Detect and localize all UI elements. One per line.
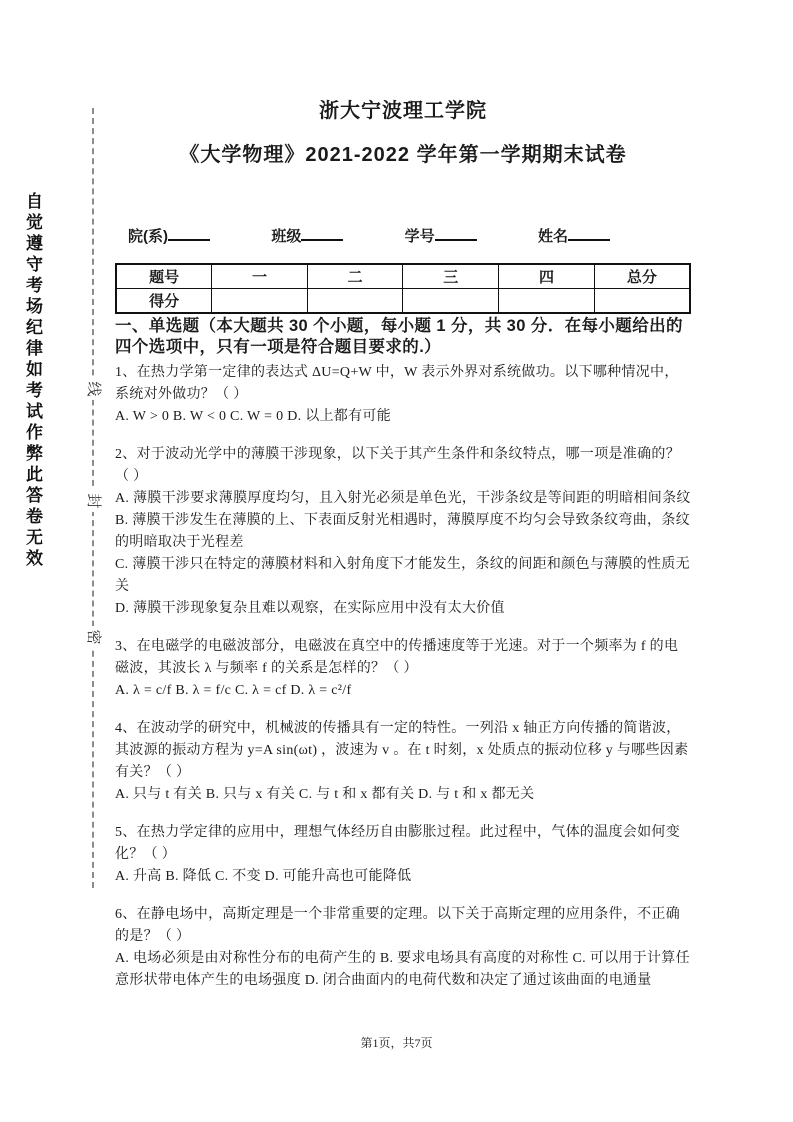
field-class-blank [301,224,343,241]
field-department [128,224,210,248]
score-header-cell: 二 [307,264,403,289]
question-2-stem: 2、对于波动光学中的薄膜干涉现象，以下关于其产生条件和条纹特点，哪一项是准确的？（ ） [115,447,680,484]
seal-char-feng: 封 [82,490,104,512]
field-name [538,224,610,248]
field-class-label: 班级 [271,228,302,245]
question-6-stem: 6、在静电场中，高斯定理是一个非常重要的定理。以下关于高斯定理的应用条件，不正确的是？（ ） [115,907,680,944]
question-1 [115,362,691,428]
score-table-header-row [116,264,690,289]
field-department-blank [168,224,210,241]
field-department-label: 院(系) [128,228,168,245]
field-student-id [405,224,477,248]
question-2-option-c: C. 薄膜干涉只在特定的薄膜材料和入射角度下才能发生，条纹的间距和颜色与薄膜的性质无关 [115,557,690,594]
field-student-id-label: 学号 [404,228,435,245]
score-header-cell: 总分 [594,264,690,289]
question-5-stem: 5、在热力学定律的应用中，理想气体经历自由膨胀过程。此过程中，气体的温度会如何变化？（ ） [115,825,680,862]
section-heading: 一、单选题（本大题共 30 个小题，每小题 1 分，共 30 分．在每小题给出的四个选项中，只有一项是符合题目要求的.） [115,317,683,356]
question-3-options: A. λ = c/f B. λ = f/c C. λ = cf D. λ = c²/f [115,683,352,698]
score-header-cell: 题号 [116,264,212,289]
score-cell-empty [403,289,499,314]
question-4-options: A. 只与 t 有关 B. 只与 x 有关 C. 与 t 和 x 都有关 D. 与 t 和 x 都无关 [115,787,535,802]
question-1-stem: 1、在热力学第一定律的表达式 ΔU=Q+W 中，W 表示外界对系统做功。以下哪种情况中，系统对外做功？（ ） [115,365,679,402]
question-list [115,362,691,992]
question-1-options: A. W > 0 B. W < 0 C. W = 0 D. 以上都有可能 [115,409,392,424]
score-table [115,263,691,314]
seal-char-mi: 密 [82,626,104,648]
field-student-id-blank [435,224,477,241]
question-2-option-a: A. 薄膜干涉要求薄膜厚度均匀，且入射光必须是单色光，干涉条纹是等间距的明暗相间条纹 [115,491,691,506]
field-name-label: 姓名 [537,228,568,245]
school-title: 浙大宁波理工学院 [319,100,487,122]
field-class [271,224,343,248]
question-4 [115,718,691,806]
question-5-options: A. 升高 B. 降低 C. 不变 D. 可能升高也可能降低 [115,869,412,884]
page-footer: 第1页，共7页 [360,1036,433,1050]
exam-content [115,98,691,1008]
score-cell-empty [594,289,690,314]
question-6 [115,904,691,992]
score-table-score-row [116,289,690,314]
score-header-cell: 一 [212,264,308,289]
question-3 [115,636,691,702]
discipline-notice-vertical-text: 自觉遵守考场纪律如考试作弊此答卷无效 [23,192,42,570]
question-6-options: A. 电场必须是由对称性分布的电荷产生的 B. 要求电场具有高度的对称性 C. 可以用于计算任意形状带电体产生的电场强度 D. 闭合曲面内的电荷代数和决定了通过该曲面的电通量 [115,951,690,988]
score-header-cell: 四 [499,264,595,289]
exam-title: 《大学物理》2021-2022 学年第一学期期末试卷 [179,144,627,166]
score-cell-empty [307,289,403,314]
score-row-label: 得分 [116,289,212,314]
question-3-stem: 3、在电磁学的电磁波部分，电磁波在真空中的传播速度等于光速。对于一个频率为 f 的电磁波，其波长 λ 与频率 f 的关系是怎样的？（ ） [115,639,679,676]
score-cell-empty [499,289,595,314]
field-name-blank [568,224,610,241]
score-cell-empty [212,289,308,314]
question-5 [115,822,691,888]
seal-char-xian: 线 [82,378,104,400]
student-info-row [128,224,610,248]
question-2-option-b: B. 薄膜干涉发生在薄膜的上、下表面反射光相遇时，薄膜厚度不均匀会导致条纹弯曲，条纹的明暗取决于光程差 [115,513,690,550]
question-4-stem: 4、在波动学的研究中，机械波的传播具有一定的特性。一列沿 x 轴正方向传播的简谐波，其波源的振动方程为 y=A sin(ωt) ，波速为 v 。在 t 时刻，x 处质点的振动位移 y 与哪些因素有关？（ ） [115,721,689,780]
score-header-cell: 三 [403,264,499,289]
question-2 [115,444,691,620]
question-2-option-d: D. 薄膜干涉现象复杂且难以观察，在实际应用中没有太大价值 [115,601,505,616]
